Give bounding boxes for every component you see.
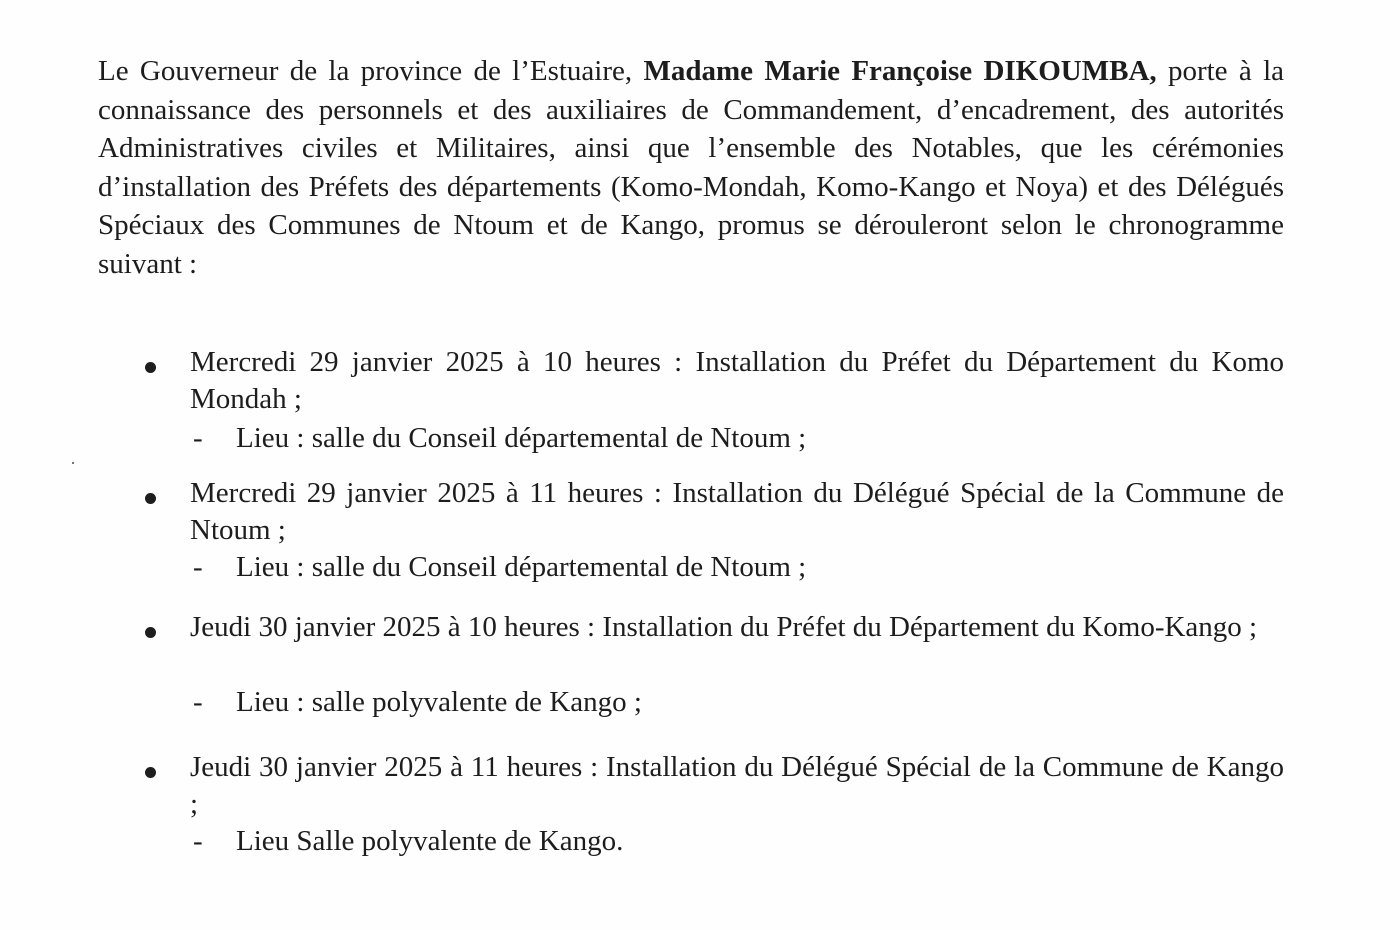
intro-paragraph (98, 52, 1284, 283)
schedule-item-text: Mercredi 29 janvier 2025 à 11 heures : Installation du Délégué Spécial de la Commune de Ntoum ; (190, 477, 1284, 546)
dash-icon: - (193, 551, 203, 583)
schedule-item-text: Mercredi 29 janvier 2025 à 10 heures : Installation du Préfet du Département du Komo Mondah ; (190, 346, 1284, 415)
schedule-item-text: Jeudi 30 janvier 2025 à 10 heures : Installation du Préfet du Département du Komo-Kango ; (190, 611, 1258, 643)
dash-icon: - (193, 422, 203, 454)
scan-speck (72, 462, 74, 464)
schedule-item-location: Lieu Salle polyvalente de Kango. (236, 825, 624, 857)
dash-icon: - (193, 825, 203, 857)
schedule-item-location: Lieu : salle polyvalente de Kango ; (236, 686, 642, 718)
schedule-item-text: Jeudi 30 janvier 2025 à 11 heures : Installation du Délégué Spécial de la Commune de Kango ; (190, 751, 1284, 820)
bullet-icon (145, 362, 156, 373)
intro-text-after: porte à la connaissance des personnels et des auxiliaires de Commandement, d’encadrement, des autorités Administratives civiles et Militaires, ainsi que l’ensemble des Notables, que les cérémonies d’installation des Préfets des départements (Komo-Mondah, Komo-Kango et Noya) et des Délégués Spéciaux des Communes de Ntoum et de Kango, promus se dérouleront selon le chronogramme suivant : (98, 55, 1284, 280)
schedule-item-location: Lieu : salle du Conseil départemental de Ntoum ; (236, 551, 807, 583)
bullet-icon (145, 493, 156, 504)
dash-icon: - (193, 686, 203, 718)
bullet-icon (145, 767, 156, 778)
bullet-icon (145, 627, 156, 638)
schedule-item-location: Lieu : salle du Conseil départemental de Ntoum ; (236, 422, 807, 454)
intro-text-before: Le Gouverneur de la province de l’Estuaire, (98, 55, 644, 87)
governor-name: Madame Marie Françoise DIKOUMBA, (643, 55, 1157, 87)
